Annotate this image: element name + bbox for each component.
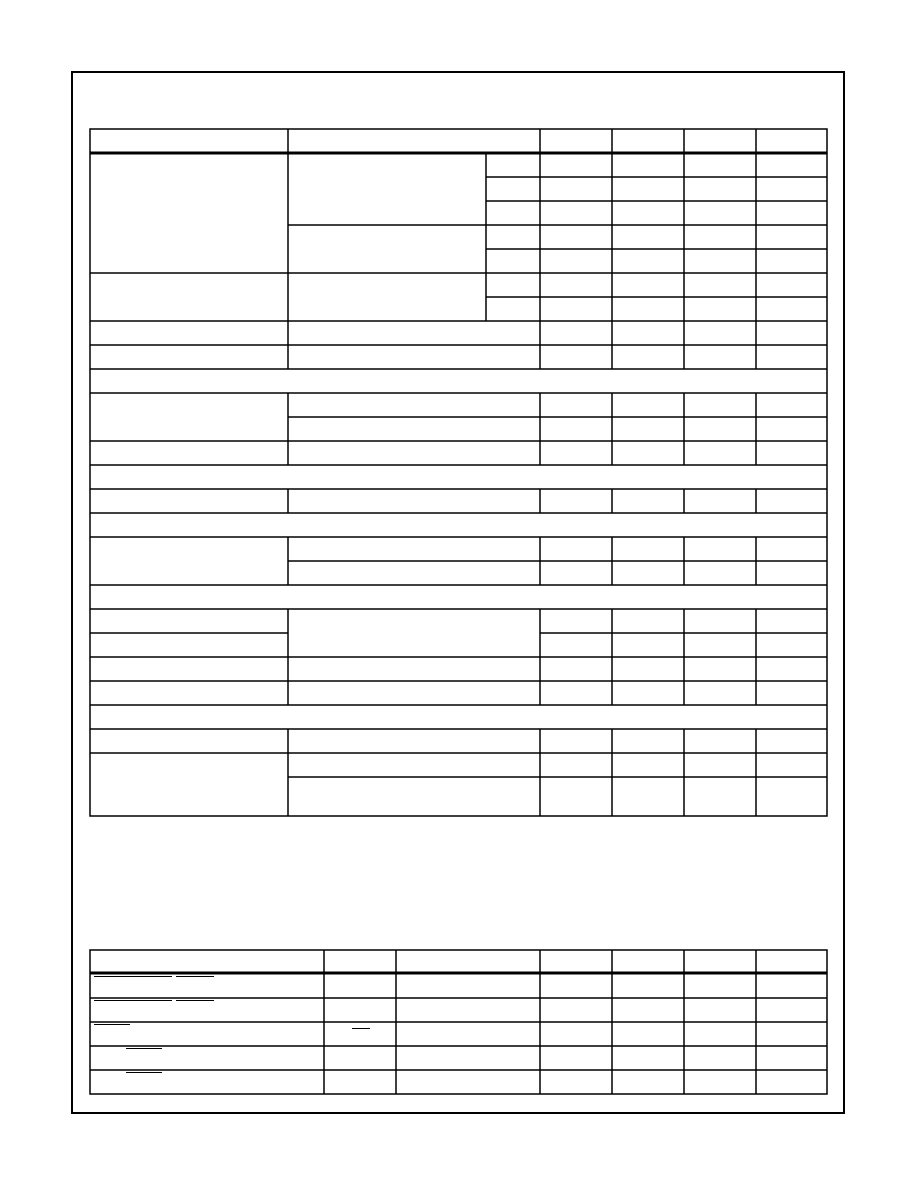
overbar-mark [176,1000,214,1001]
overbar-mark [352,1028,370,1029]
overbar-mark [176,976,214,977]
overbar-mark [126,1048,162,1049]
overbar-mark [94,1000,172,1001]
document-title [90,95,827,115]
overbar-mark [94,1024,130,1025]
overbar-mark [94,976,172,977]
overbar-mark [126,1072,162,1073]
